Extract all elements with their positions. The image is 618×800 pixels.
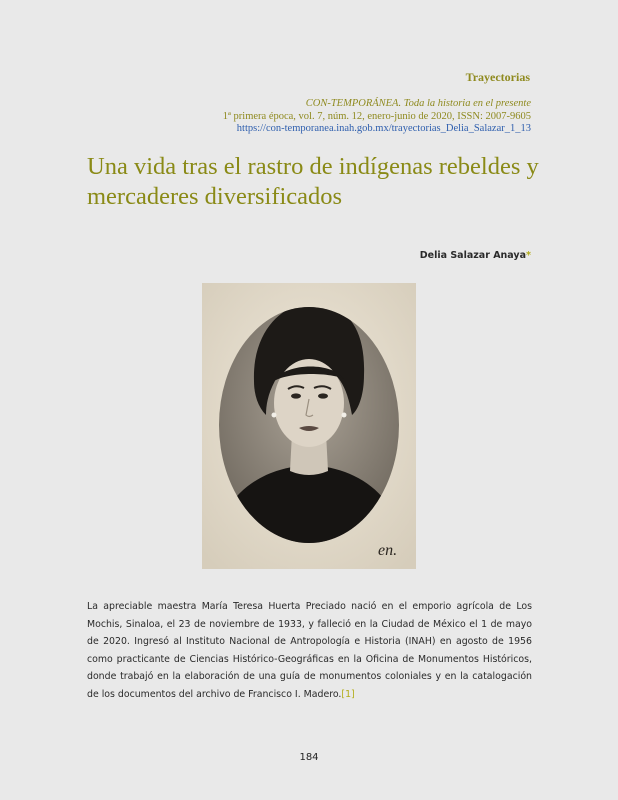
portrait-photo	[202, 283, 416, 569]
body-paragraph	[87, 598, 532, 704]
article-title: Una vida tras el rastro de indígenas rebeldes y mercaderes diversificados	[87, 153, 539, 210]
photo-inscription: en.	[378, 542, 398, 559]
author-name: Delia Salazar Anaya	[419, 250, 527, 261]
author-byline	[420, 250, 531, 261]
author-footnote-marker[interactable]: *	[526, 250, 531, 261]
article-url-link[interactable]: https://con-temporanea.inah.gob.mx/trayectorias_Delia_Salazar_1_13	[236, 123, 531, 134]
footnote-ref-link[interactable]: [1]	[341, 688, 355, 700]
journal-name: CON-TEMPORÁNEA. Toda la historia en el presente	[305, 98, 531, 109]
issue-info: 1ª primera época, vol. 7, núm. 12, enero-junio de 2020, ISSN: 2007-9605	[222, 110, 531, 122]
section-label: Trayectorias	[465, 70, 530, 84]
page-number: 184	[299, 752, 319, 763]
journal-header	[223, 98, 531, 136]
body-text: La apreciable maestra María Teresa Huerta Preciado nació en el emporio agrícola de Los Mochis, Sinaloa, el 23 de noviembre de 1933, y falleció en la Ciudad de México el 1 de mayo de 2020. Ingresó al Instituto Nacional de Antropología e Historia (INAH) en agosto de 1956 como practicante de Ciencias Histórico-Geográficas en la Oficina de Monumentos Históricos, donde trabajó en la elaboración de una guía de monumentos coloniales y en la catalogación de los documentos del archivo de Francisco I. Madero.	[87, 601, 532, 700]
